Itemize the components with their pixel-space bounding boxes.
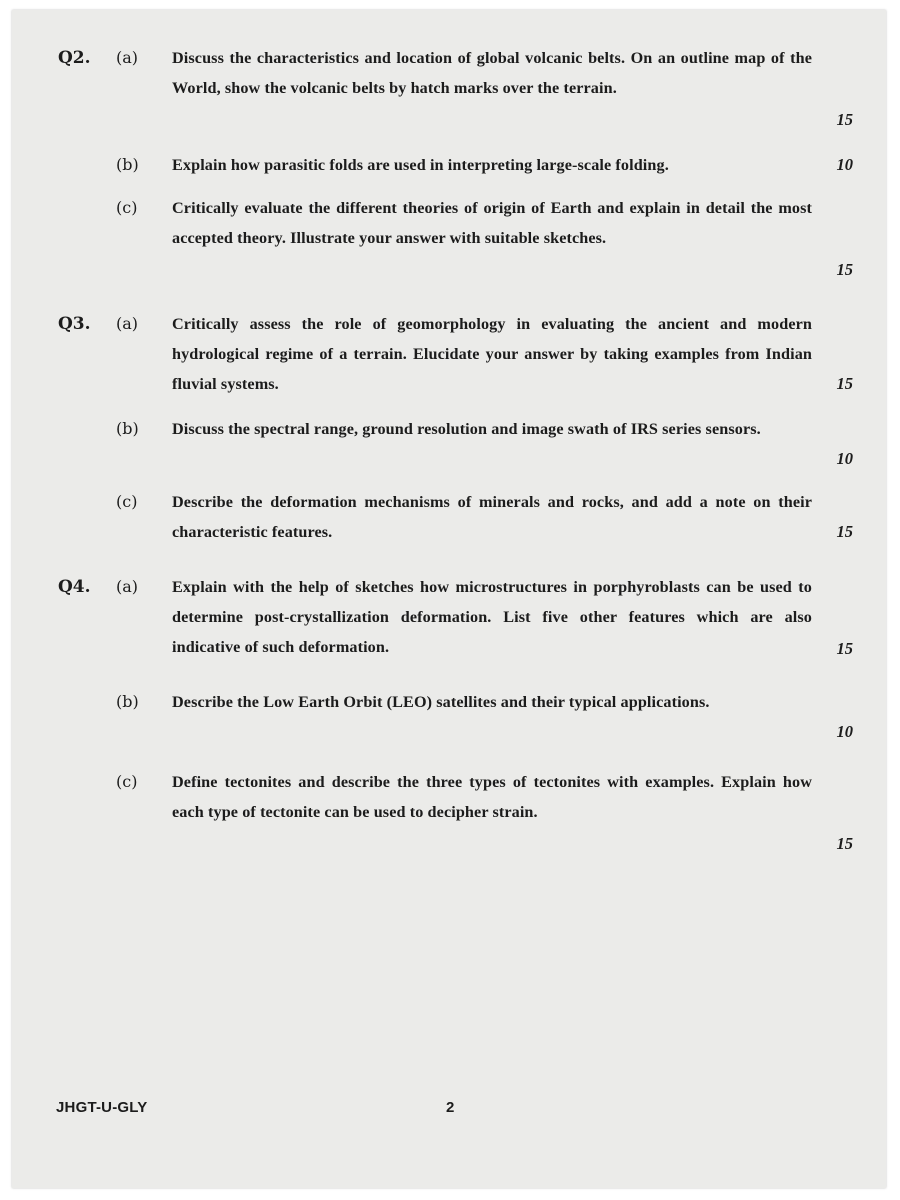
part-label: (b)	[116, 155, 139, 174]
page-number: 2	[446, 1099, 455, 1116]
part-label: (a)	[116, 48, 139, 67]
part-text: Describe the deformation mechanisms of minerals and rocks, and add a note on their characteristic features.	[172, 493, 812, 541]
part-text: Discuss the spectral range, ground resolution and image swath of IRS series sensors.	[172, 420, 761, 438]
part-label: (a)	[116, 577, 139, 596]
part-marks: 10	[836, 155, 853, 174]
part-label: (a)	[116, 314, 139, 333]
part-text: Describe the Low Earth Orbit (LEO) satellites and their typical applications.	[172, 693, 710, 711]
part-marks: 10	[836, 722, 853, 741]
part-marks: 15	[836, 374, 853, 393]
question-paper-page	[12, 10, 886, 1188]
part-text: Critically assess the role of geomorphology in evaluating the ancient and modern hydrological regime of a terrain. Elucidate your answer by taking examples from Indian fluvial systems.	[172, 315, 812, 393]
part-label: (c)	[116, 772, 138, 791]
question-number: Q3.	[58, 314, 91, 334]
part-label: (c)	[116, 198, 138, 217]
part-label: (b)	[116, 419, 139, 438]
question-number: Q2.	[58, 48, 91, 68]
part-marks: 10	[836, 449, 853, 468]
part-text: Explain with the help of sketches how microstructures in porphyroblasts can be used to determine post-crystallization deformation. List five other features which are also indicative of such deformation.	[172, 578, 812, 656]
question-number: Q4.	[58, 577, 91, 597]
part-label: (b)	[116, 692, 139, 711]
part-label: (c)	[116, 492, 138, 511]
part-marks: 15	[836, 834, 853, 853]
paper-code: JHGT-U-GLY	[56, 1099, 148, 1116]
part-marks: 15	[836, 110, 853, 129]
part-marks: 15	[836, 639, 853, 658]
part-text: Explain how parasitic folds are used in interpreting large-scale folding.	[172, 156, 669, 174]
part-marks: 15	[836, 522, 853, 541]
part-text: Critically evaluate the different theories of origin of Earth and explain in detail the most accepted theory. Illustrate your answer with suitable sketches.	[172, 199, 812, 247]
part-text: Define tectonites and describe the three types of tectonites with examples. Explain how each type of tectonite can be used to decipher strain.	[172, 773, 812, 821]
part-text: Discuss the characteristics and location of global volcanic belts. On an outline map of the World, show the volcanic belts by hatch marks over the terrain.	[172, 49, 812, 97]
part-marks: 15	[836, 260, 853, 279]
